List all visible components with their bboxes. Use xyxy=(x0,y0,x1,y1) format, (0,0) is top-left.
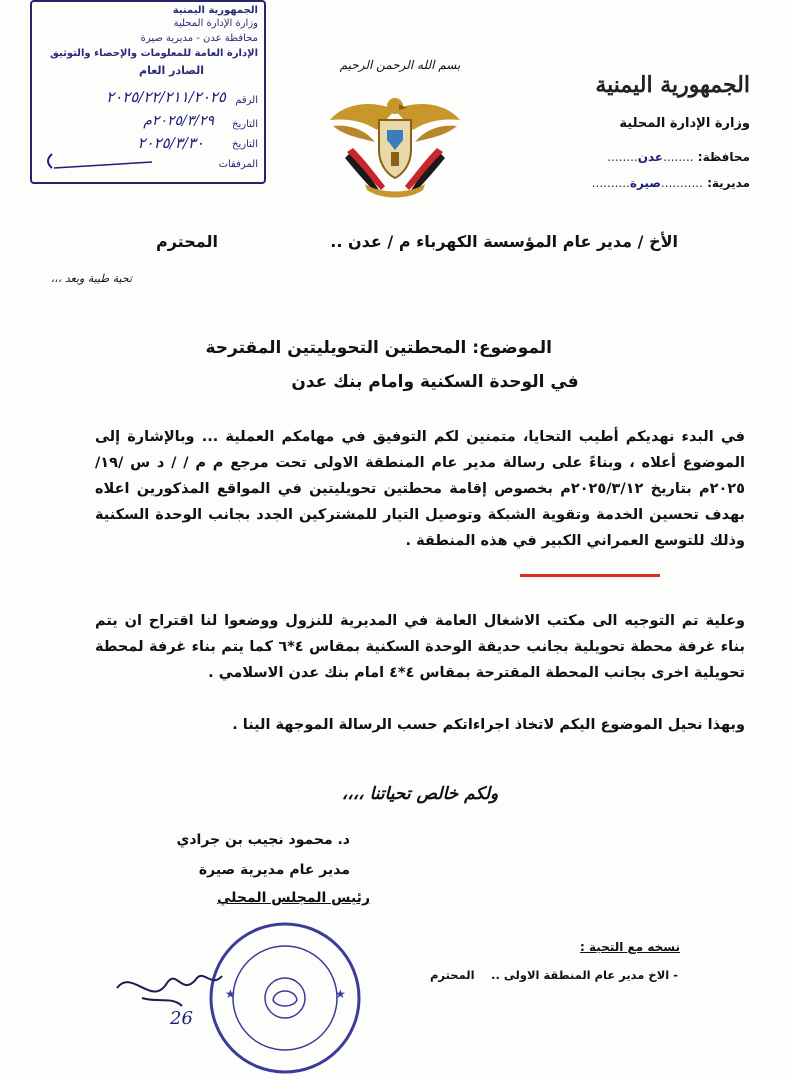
governorate-field xyxy=(607,150,750,164)
stamp-date2-value: ٢٠٢٥/٣/٣٠ xyxy=(137,134,204,152)
red-underline-mark xyxy=(520,574,660,577)
district-dots-2: .......... xyxy=(591,176,630,190)
addressee-honorific: المحترم xyxy=(156,232,218,251)
copy-to-item: - الاخ مدير عام المنطقة الاولى .. xyxy=(491,968,678,982)
body-paragraph-1: في البدء نهديكم أطيب التحايا، متمنين لكم التوفيق في مهامكم العملية ... وبالإشارة إلى الموضوع أعلاه ، وبناءً على رسالة مدير عام المنطقة الاولى تحت مرجع م م / / د س /١٩/ ٢٠٢٥م بتاريخ ٢٠٢٥/٣/١٢م بخصوص إقامة محطتين تحويليتين في المواقع المذكورين اعلاه بهدف تحسين الخدمة وتقوية الشبكة وتوصيل التيار للمشتركين الجدد بجانب الوحدة السكنية وذلك للتوسع العمراني الكبير في هذه المنطقة . xyxy=(95,429,745,549)
stamp-republic: الجمهورية اليمنية xyxy=(172,5,258,16)
governorate-dots: ........ xyxy=(663,150,694,164)
stamp-date-label: التاريخ xyxy=(232,119,258,130)
governorate-dots-2: ........ xyxy=(607,150,638,164)
body-paragraph-3: وبهذا نحيل الموضوع اليكم لاتخاذ اجراءاتكم حسب الرسالة الموجهة الينا . xyxy=(232,717,745,733)
district-label: مديرية: xyxy=(707,176,750,190)
stamp-outgoing: الصادر العام xyxy=(139,64,204,77)
subject-line-2: في الوحدة السكنية وامام بنك عدن xyxy=(291,372,579,392)
copy-to-honorific: المحترم xyxy=(430,968,475,982)
signatory-name: د. محمود نجيب بن جرادي xyxy=(176,832,350,848)
registry-stamp xyxy=(30,0,266,184)
stamp-ministry: وزارة الإدارة المحلية xyxy=(173,18,258,29)
signatory-council: رئيس المجلس المحلي xyxy=(216,890,370,906)
stamp-date2-label: التاريخ xyxy=(232,139,258,150)
stamp-attachments-label: المرفقات xyxy=(218,159,258,170)
stamp-date-value: ٢٠٢٥/٣/٢٩م xyxy=(143,113,214,129)
body-paragraph-2: وعلية تم التوجيه الى مكتب الاشغال العامة في المديرية للنزول ووضعوا لنا اقتراح ان يتم بناء غرفة محطة تحويلية بجانب حديقة الوحدة السكنية بمقاس ٤*٦ كما يتم بناء غرفة لمحطة تحويلية اخرى بجانب المحطة المقترحة بمقاس ٤*٤ امام بنك عدن الاسلامي . xyxy=(95,613,745,681)
governorate-value: عدن xyxy=(637,150,664,164)
stamp-governorate: محافظة عدن - مديرية صيرة xyxy=(140,33,258,44)
basmala: بسم الله الرحمن الرحيم xyxy=(339,58,461,72)
subject-line-1: الموضوع: المحطتين التحويليتين المقترحة xyxy=(205,338,552,358)
copy-to-title: نسخه مع التحية : xyxy=(580,940,680,954)
district-field xyxy=(592,176,750,190)
handwritten-number: 26 xyxy=(170,1008,193,1029)
greeting: تحية طيبة وبعد ،،، xyxy=(50,272,132,285)
header-republic: الجمهورية اليمنية xyxy=(595,72,750,98)
stamp-ref-value: ٢٠٢٥/٢٢/٢١١/٢٠٢٥ xyxy=(106,88,226,106)
closing-greeting: ولكم خالص تحياتنا ،،،، xyxy=(341,784,499,804)
yemen-eagle-emblem-icon xyxy=(325,90,465,202)
district-value: صيرة xyxy=(629,176,661,190)
stamp-ref-label: الرقم xyxy=(235,95,258,106)
signatory-title: مدير عام مديرية صيرة xyxy=(198,862,350,878)
attachments-bracket-icon xyxy=(42,150,162,172)
governorate-label: محافظة: xyxy=(697,150,750,164)
addressee: الأخ / مدير عام المؤسسة الكهرباء م / عدن .. xyxy=(330,232,678,251)
svg-text:★: ★ xyxy=(335,987,346,1001)
header-ministry: وزارة الإدارة المحلية xyxy=(619,116,750,131)
district-dots: ........... xyxy=(660,176,703,190)
svg-text:★: ★ xyxy=(225,987,236,1001)
stamp-department: الإدارة العامة للمعلومات والإحصاء والتوثيق xyxy=(49,48,258,59)
